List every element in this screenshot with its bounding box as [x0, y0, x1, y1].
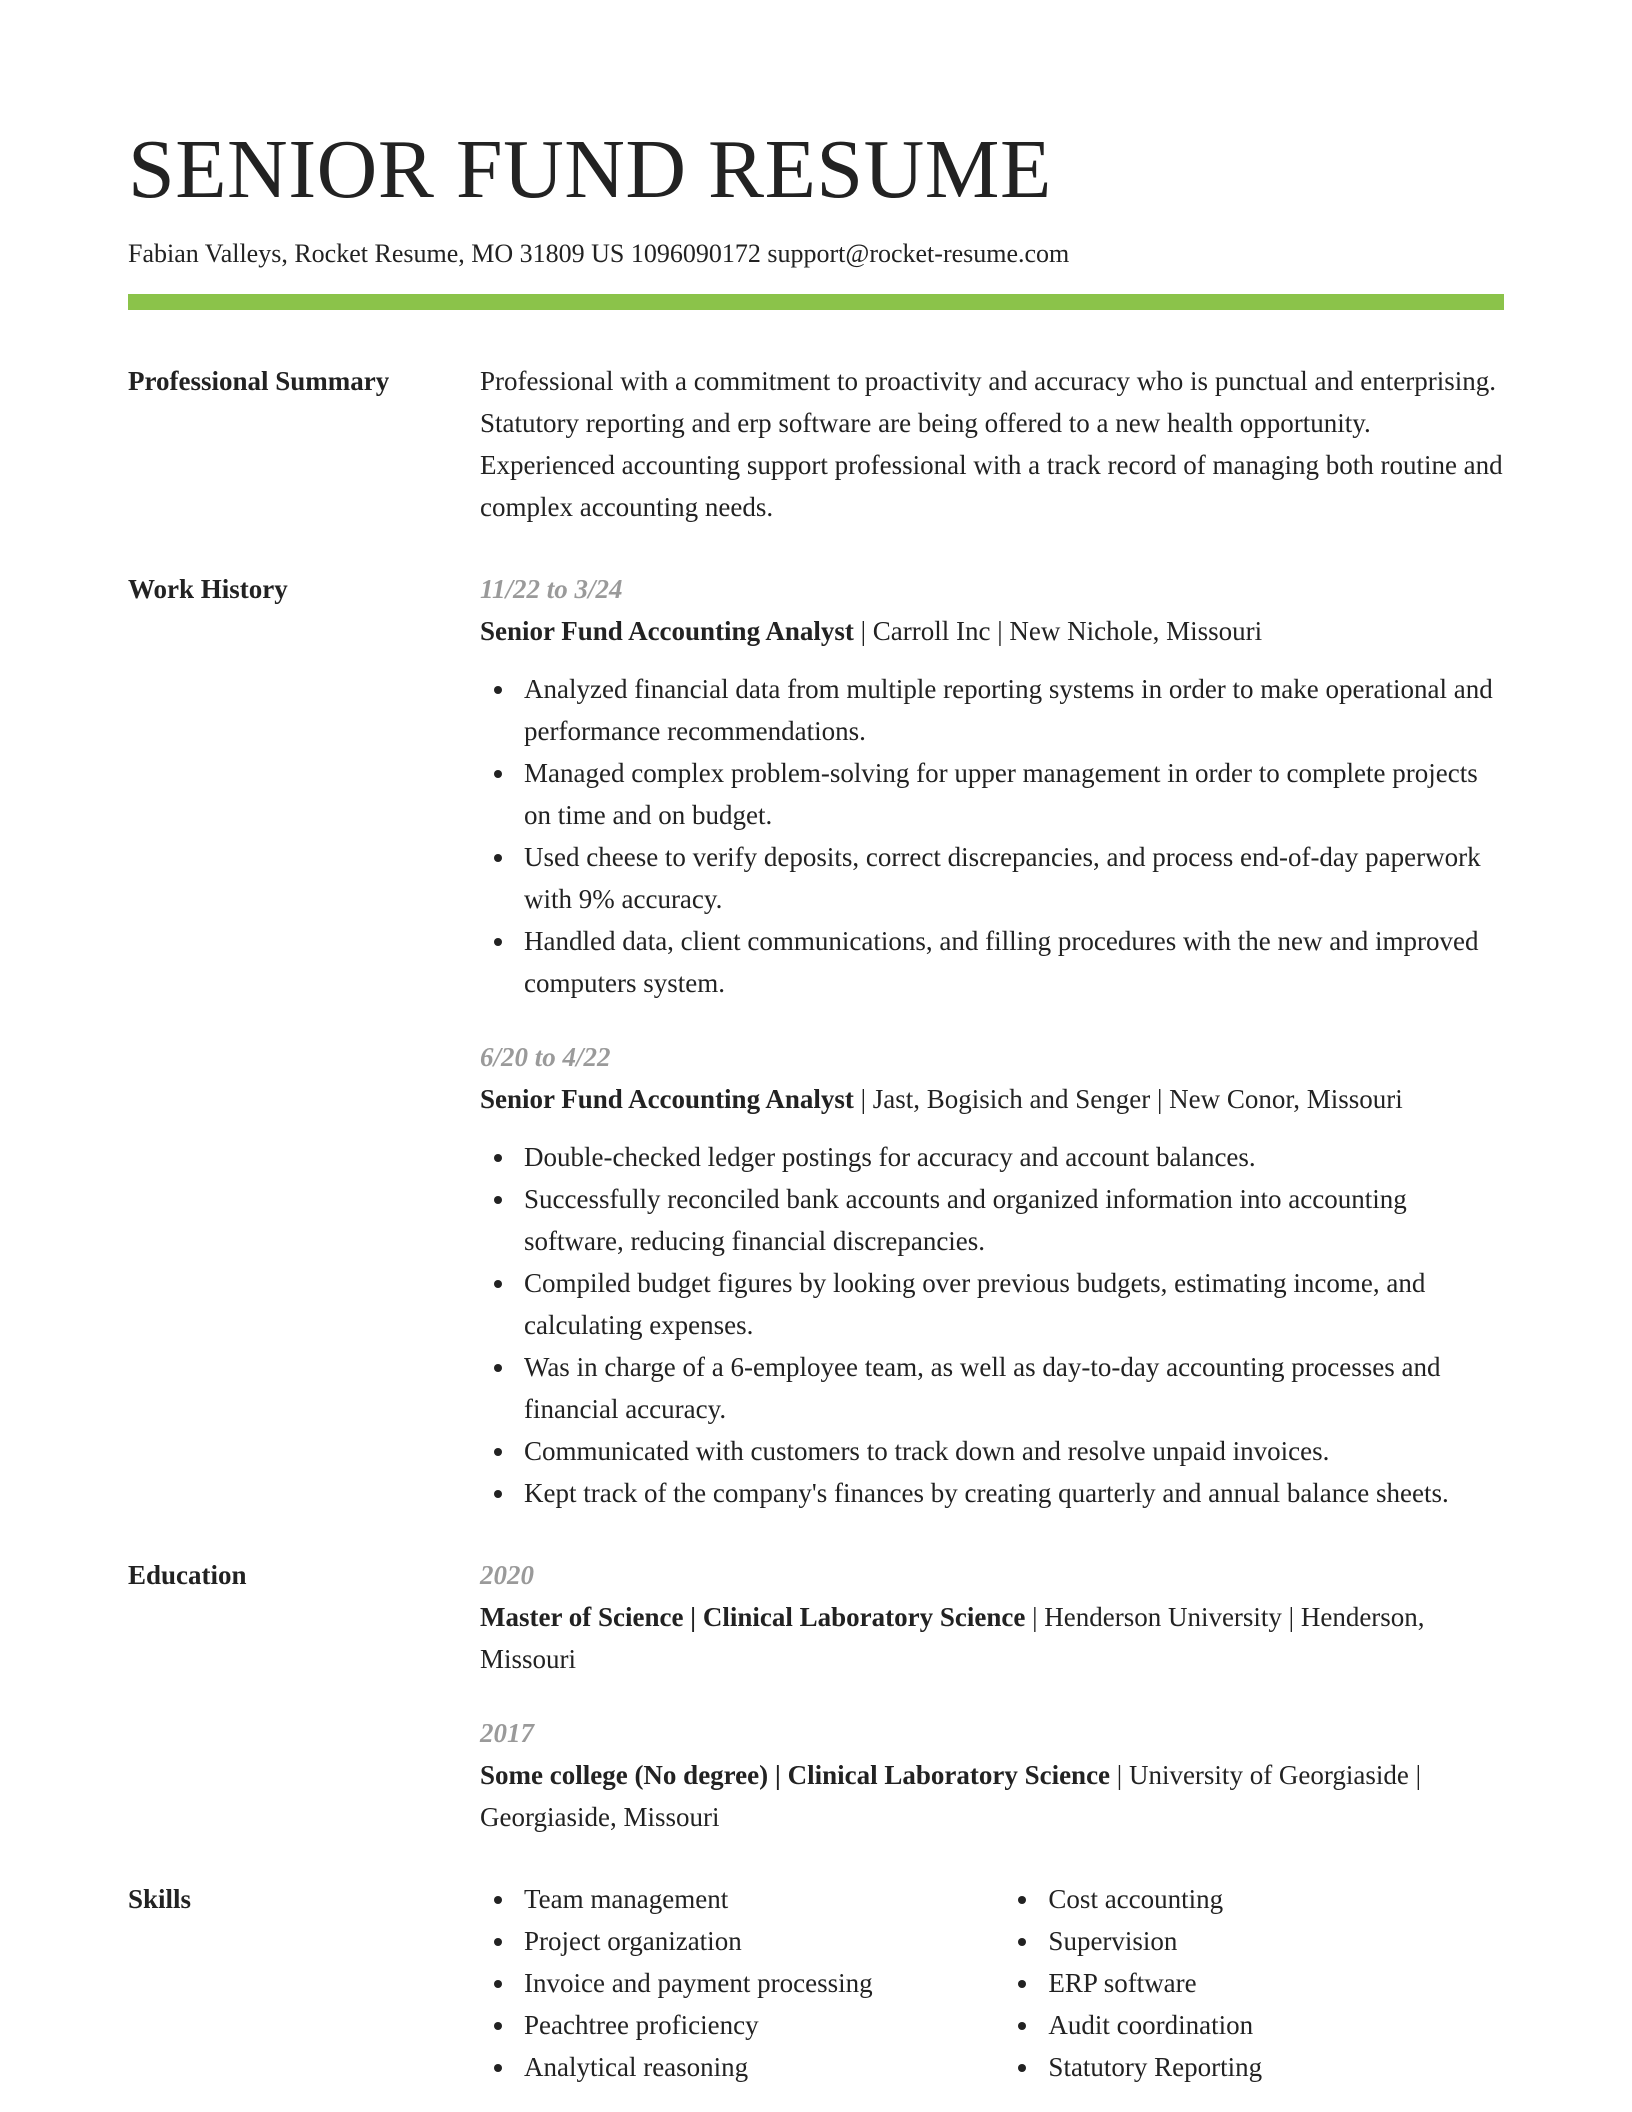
section-label: Education — [128, 1560, 247, 1590]
job-heading — [480, 610, 1504, 652]
work-history-section — [128, 568, 1504, 1514]
list-item: Statutory Reporting — [1048, 2046, 1504, 2088]
section-label: Skills — [128, 1884, 192, 1914]
skills-column-2 — [1004, 1878, 1504, 2088]
work-history-list — [480, 568, 1504, 1514]
job-entry — [480, 1036, 1504, 1514]
job-title: Senior Fund Accounting Analyst — [480, 616, 854, 646]
accent-divider — [128, 294, 1504, 310]
job-details: | Jast, Bogisich and Senger | New Conor, Missouri — [853, 1084, 1403, 1114]
education-heading — [480, 1596, 1504, 1680]
summary-text: Professional with a commitment to proactivity and accuracy who is punctual and enterprising. Statutory reporting and erp software are being offered to a new health opportunity. Experienced accounting support professional with a track record of managing both routine and complex accounting needs. — [480, 366, 1503, 522]
list-item: Supervision — [1048, 1920, 1504, 1962]
list-item: Double-checked ledger postings for accuracy and account balances. — [524, 1136, 1504, 1178]
list-item: Handled data, client communications, and filling procedures with the new and improved computers system. — [524, 920, 1504, 1004]
education-date: 2017 — [480, 1718, 534, 1748]
education-entry — [480, 1554, 1504, 1680]
job-title: Senior Fund Accounting Analyst — [480, 1084, 854, 1114]
job-heading — [480, 1078, 1504, 1120]
list-item: Analyzed financial data from multiple reporting systems in order to make operational and performance recommendations. — [524, 668, 1504, 752]
job-entry — [480, 568, 1504, 1004]
section-label: Work History — [128, 574, 288, 604]
skills-column-1 — [480, 1878, 1004, 2088]
job-bullets — [480, 1136, 1504, 1514]
education-date: 2020 — [480, 1560, 534, 1590]
resume-page — [128, 120, 1504, 2088]
skills-list — [480, 1878, 1504, 2088]
list-item: Managed complex problem-solving for upper management in order to complete projects on time and on budget. — [524, 752, 1504, 836]
list-item: Analytical reasoning — [524, 2046, 1004, 2088]
degree-title: Some college (No degree) | Clinical Laboratory Science — [480, 1760, 1111, 1790]
list-item: ERP software — [1048, 1962, 1504, 2004]
section-label: Professional Summary — [128, 366, 390, 396]
contact-line: Fabian Valleys, Rocket Resume, MO 31809 US 1096090172 support@rocket-resume.com — [128, 239, 1070, 268]
list-item: Compiled budget figures by looking over previous budgets, estimating income, and calculating expenses. — [524, 1262, 1504, 1346]
list-item: Kept track of the company's finances by creating quarterly and annual balance sheets. — [524, 1472, 1504, 1514]
list-item: Successfully reconciled bank accounts and organized information into accounting software, reducing financial discrepancies. — [524, 1178, 1504, 1262]
list-item: Used cheese to verify deposits, correct discrepancies, and process end-of-day paperwork with 9% accuracy. — [524, 836, 1504, 920]
page-title: SENIOR FUND RESUME — [128, 123, 1052, 216]
education-details: | University of Georgiaside | Georgiaside, Missouri — [480, 1760, 1422, 1832]
education-section — [128, 1554, 1504, 1838]
degree-title: Master of Science | Clinical Laboratory Science — [480, 1602, 1026, 1632]
list-item: Peachtree proficiency — [524, 2004, 1004, 2046]
education-entry — [480, 1712, 1504, 1838]
job-details: | Carroll Inc | New Nichole, Missouri — [853, 616, 1263, 646]
job-date: 6/20 to 4/22 — [480, 1042, 611, 1072]
skills-section — [128, 1878, 1504, 2088]
list-item: Was in charge of a 6-employee team, as well as day-to-day accounting processes and financial accuracy. — [524, 1346, 1504, 1430]
list-item: Team management — [524, 1878, 1004, 1920]
list-item: Cost accounting — [1048, 1878, 1504, 1920]
list-item: Audit coordination — [1048, 2004, 1504, 2046]
education-heading — [480, 1754, 1504, 1838]
list-item: Invoice and payment processing — [524, 1962, 1004, 2004]
education-list — [480, 1554, 1504, 1838]
list-item: Project organization — [524, 1920, 1004, 1962]
job-date: 11/22 to 3/24 — [480, 574, 623, 604]
summary-section — [128, 360, 1504, 528]
list-item: Communicated with customers to track down and resolve unpaid invoices. — [524, 1430, 1504, 1472]
education-details: | Henderson University | Henderson, Missouri — [480, 1602, 1425, 1674]
job-bullets — [480, 668, 1504, 1004]
